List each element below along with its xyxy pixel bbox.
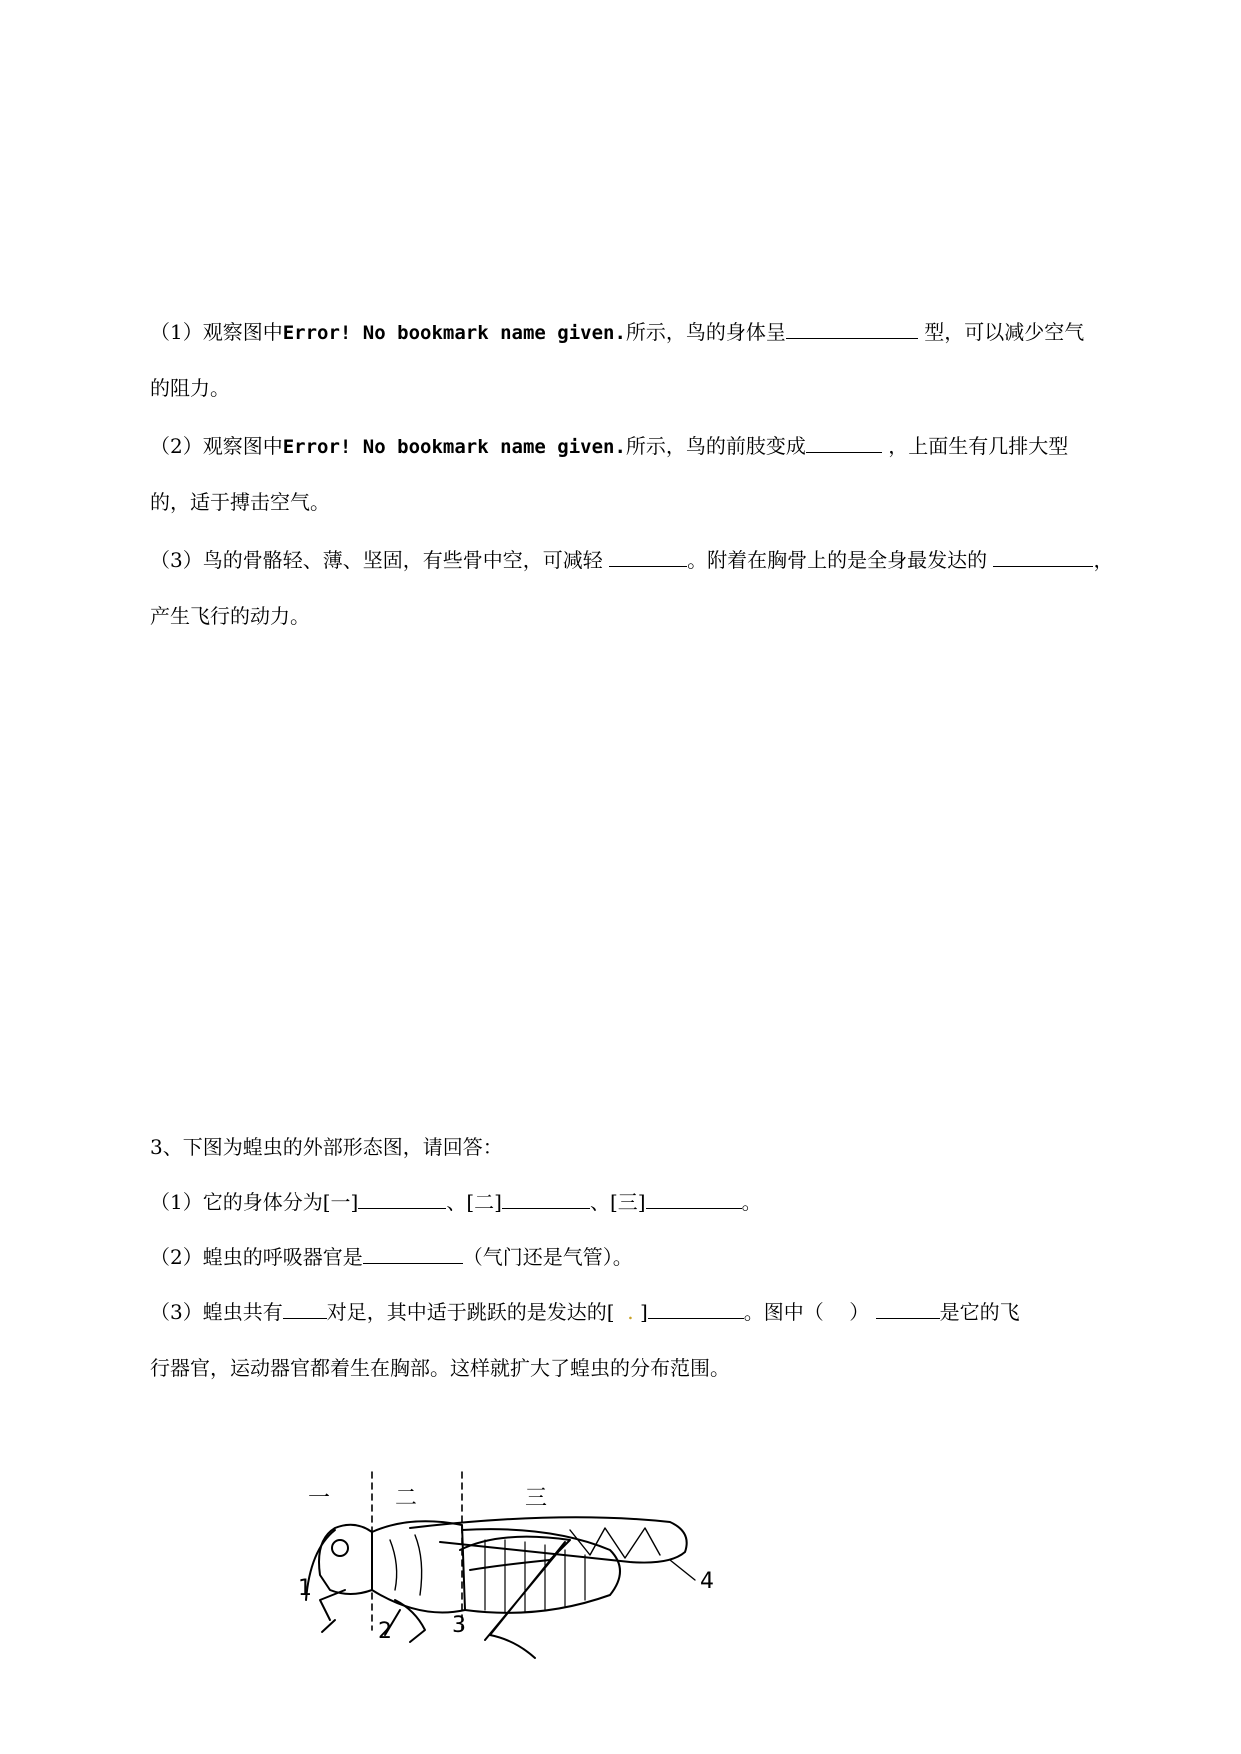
s3-q1-sep1: 、[二] [446, 1190, 502, 1214]
s3-q3-line1 [150, 1298, 1020, 1326]
s3-q2-prefix: （2）蝗虫的呼吸器官是 [150, 1245, 363, 1269]
q1-line2 [150, 374, 230, 402]
figure-region-label-2: 二 [395, 1486, 418, 1511]
s3-q3-prefix: （3）蝗虫共有 [150, 1300, 283, 1324]
q3-answer-blank-2[interactable] [993, 546, 1093, 567]
grasshopper-figure [300, 1470, 820, 1670]
s3-q3-mid3: 。图中（ [743, 1300, 824, 1324]
s3-q3-mid2: ] [639, 1300, 648, 1324]
wing [410, 1517, 687, 1562]
s3-q1-blank-3[interactable] [646, 1188, 742, 1209]
q1-answer-blank[interactable] [786, 318, 918, 339]
figure-part-label-2: 2 [378, 1619, 392, 1644]
s3-q2-suffix: （气门还是气管）。 [462, 1245, 633, 1269]
s3-q1-prefix: （1）它的身体分为[一] [150, 1190, 359, 1214]
q2-suffix: ，上面生有几排大型 [888, 434, 1069, 458]
figure-part-label-1: 1 [298, 1576, 312, 1601]
q1-line2-text: 的阻力。 [150, 376, 230, 400]
q1-suffix: 型，可以减少空气 [924, 320, 1085, 344]
s3-q1-line [150, 1188, 762, 1216]
q2-mid: 所示，鸟的前肢变成 [625, 434, 806, 458]
s3-q3-mid1: 对足，其中适于跳跃的是发达的[ [326, 1300, 615, 1324]
s3-q3-dot: . [627, 1300, 634, 1324]
q3-mid: 。附着在胸骨上的是全身最发达的 [687, 548, 988, 572]
thorax-outline [372, 1521, 465, 1612]
s3-q3-line2-text: 行器官，运动器官都着生在胸部。这样就扩大了蝗虫的分布范围。 [150, 1356, 730, 1380]
figure-part-label-4: 4 [700, 1569, 714, 1594]
abdomen-segments [485, 1540, 585, 1612]
q2-line2 [150, 488, 330, 516]
s3-q3-blank-2[interactable] [648, 1298, 744, 1319]
s3-q3-mid4: ） [849, 1300, 870, 1324]
q2-prefix: （2）观察图中 [150, 434, 283, 458]
s3-q1-blank-1[interactable] [358, 1188, 446, 1209]
q2-answer-blank[interactable] [806, 432, 882, 453]
s3-q2-line [150, 1243, 633, 1271]
q3-suffix: ， [1093, 548, 1114, 572]
section3-title-text: 3、下图为蝗虫的外部形态图，请回答： [150, 1135, 503, 1159]
head-outline [319, 1525, 372, 1594]
q2-line1 [150, 432, 1068, 461]
s3-q2-blank[interactable] [363, 1243, 463, 1264]
q1-line1 [150, 318, 1084, 347]
leader-line-4 [670, 1560, 695, 1580]
figure-part-label-3: 3 [452, 1613, 466, 1638]
q1-mid: 所示，鸟的身体呈 [625, 320, 786, 344]
s3-q3-line2 [150, 1354, 730, 1382]
q2-bookmark-error: Error! No bookmark name given. [282, 436, 626, 458]
q3-prefix: （3）鸟的骨骼轻、薄、坚固，有些骨中空，可减轻 [150, 548, 603, 572]
q1-bookmark-error: Error! No bookmark name given. [282, 322, 626, 344]
q3-line1 [150, 546, 1113, 574]
thorax-lines [390, 1535, 422, 1595]
q1-prefix: （1）观察图中 [150, 320, 283, 344]
s3-q1-blank-2[interactable] [502, 1188, 590, 1209]
q3-line2-text: 产生飞行的动力。 [150, 604, 310, 628]
q3-line2 [150, 602, 310, 630]
s3-q1-end: 。 [741, 1190, 762, 1214]
q3-answer-blank-1[interactable] [609, 546, 687, 567]
grasshopper-drawing [306, 1472, 695, 1658]
q2-line2-text: 的，适于搏击空气。 [150, 490, 330, 514]
figure-region-label-3: 三 [525, 1486, 548, 1511]
fore-leg [320, 1590, 345, 1632]
section3-title [150, 1133, 503, 1161]
figure-region-label-1: 一 [308, 1486, 331, 1511]
s3-q3-suffix: 是它的飞 [939, 1300, 1020, 1324]
s3-q1-sep2: 、[三] [589, 1190, 646, 1214]
eye-outline [332, 1540, 348, 1556]
s3-q3-blank-1[interactable] [283, 1298, 327, 1319]
s3-q3-blank-3[interactable] [876, 1298, 940, 1319]
wing-veins [570, 1528, 660, 1558]
